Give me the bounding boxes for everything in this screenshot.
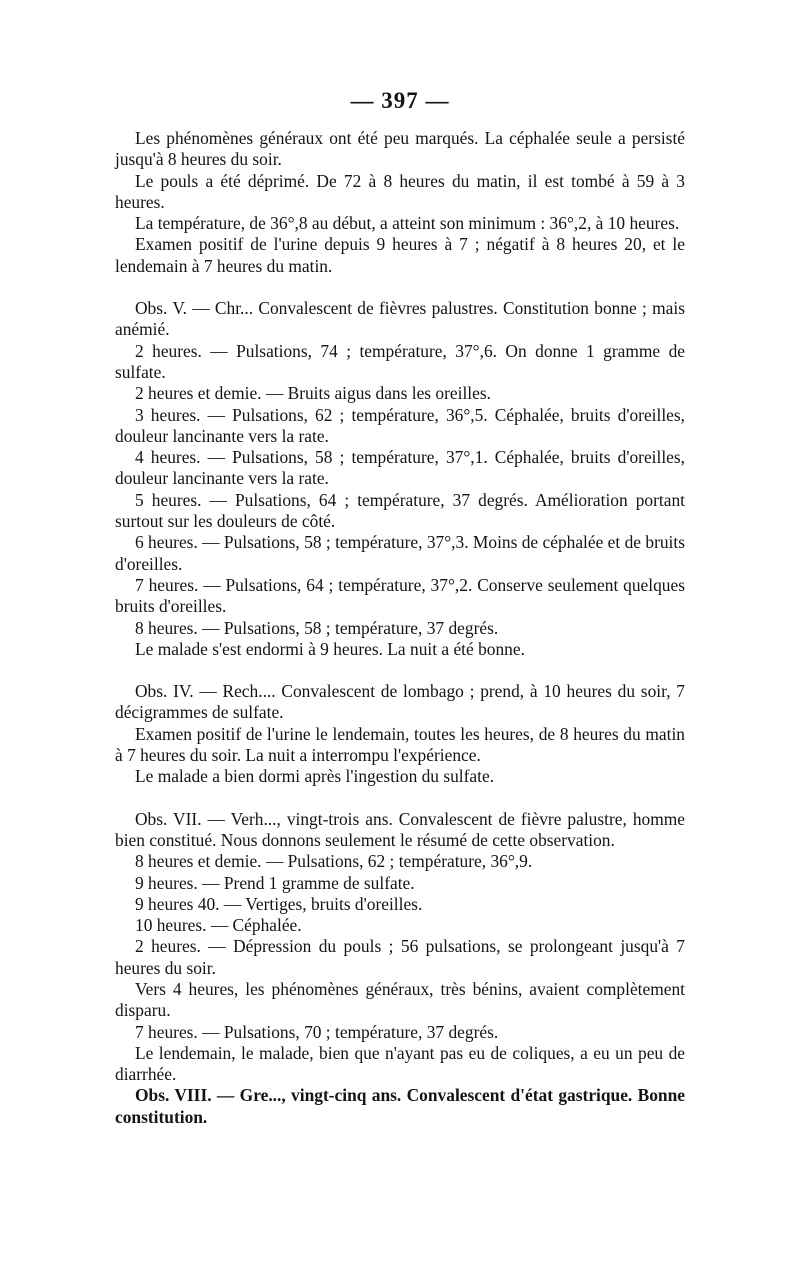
observation-heading: Obs. VII. — Verh..., vingt-trois ans. Convalescent de fièvre palustre, homme bien constitué. Nous donnons seulement le résumé de cette observation. xyxy=(115,808,685,850)
paragraph: 3 heures. — Pulsations, 62 ; température, 36°,5. Céphalée, bruits d'oreilles, douleur lancinante vers la rate. xyxy=(115,404,685,446)
paragraph: 8 heures. — Pulsations, 58 ; température, 37 degrés. xyxy=(135,617,499,638)
paragraph: Examen positif de l'urine le lendemain, toutes les heures, de 8 heures du matin à 7 heures du soir. La nuit a interrompu l'expérience. xyxy=(115,723,685,766)
observation-heading: Obs. IV. — Rech.... Convalescent de lombago ; prend, à 10 heures du soir, 7 décigrammes de sulfate. xyxy=(115,681,685,723)
paragraph: 8 heures et demie. — Pulsations, 62 ; température, 36°,9. xyxy=(135,851,533,872)
paragraph: 9 heures 40. — Vertiges, bruits d'oreilles. xyxy=(135,893,423,914)
paragraph: Le malade s'est endormi à 9 heures. La nuit a été bonne. xyxy=(135,638,525,659)
paragraph: 10 heures. — Céphalée. xyxy=(135,915,302,936)
paragraph: 9 heures. — Prend 1 gramme de sulfate. xyxy=(135,872,415,893)
paragraph: 5 heures. — Pulsations, 64 ; température, 37 degrés. Amélioration portant surtout sur les douleurs de côté. xyxy=(115,489,685,532)
observation-heading: Obs. VIII. — Gre..., vingt-cinq ans. Convalescent d'état gastrique. Bonne constitution. xyxy=(115,1085,685,1127)
observation-heading: Obs. V. — Chr... Convalescent de fièvres palustres. Constitution bonne ; mais anémié. xyxy=(115,298,685,340)
paragraph: Examen positif de l'urine depuis 9 heures à 7 ; négatif à 8 heures 20, et le lendemain à 7 heures du matin. xyxy=(115,234,685,276)
paragraph: La température, de 36°,8 au début, a atteint son minimum : 36°,2, à 10 heures. xyxy=(135,213,680,234)
body-text xyxy=(115,128,685,1128)
paragraph: Le malade a bien dormi après l'ingestion du sulfate. xyxy=(135,766,495,787)
paragraph: 2 heures. — Dépression du pouls ; 56 pulsations, se prolongeant jusqu'à 7 heures du soir. xyxy=(115,936,685,978)
paragraph: Vers 4 heures, les phénomènes généraux, très bénins, avaient complètement disparu. xyxy=(115,978,685,1021)
paragraph: Le lendemain, le malade, bien que n'ayant pas eu de coliques, a eu un peu de diarrhée. xyxy=(115,1042,685,1085)
paragraph: 7 heures. — Pulsations, 70 ; température, 37 degrés. xyxy=(135,1021,499,1042)
paragraph: 7 heures. — Pulsations, 64 ; température, 37°,2. Conserve seulement quelques bruits d'oreilles. xyxy=(115,574,685,617)
paragraph: 6 heures. — Pulsations, 58 ; température, 37°,3. Moins de céphalée et de bruits d'oreilles. xyxy=(115,532,685,574)
paragraph: 2 heures et demie. — Bruits aigus dans les oreilles. xyxy=(135,383,491,404)
paragraph: Le pouls a été déprimé. De 72 à 8 heures du matin, il est tombé à 59 à 3 heures. xyxy=(115,170,685,212)
paragraph: 4 heures. — Pulsations, 58 ; température, 37°,1. Céphalée, bruits d'oreilles, douleur lancinante vers la rate. xyxy=(115,447,685,489)
paragraph: Les phénomènes généraux ont été peu marqués. La céphalée seule a persisté jusqu'à 8 heures du soir. xyxy=(115,128,685,170)
paragraph: 2 heures. — Pulsations, 74 ; température, 37°,6. On donne 1 gramme de sulfate. xyxy=(115,340,685,382)
page-number: — 397 — xyxy=(350,88,450,113)
